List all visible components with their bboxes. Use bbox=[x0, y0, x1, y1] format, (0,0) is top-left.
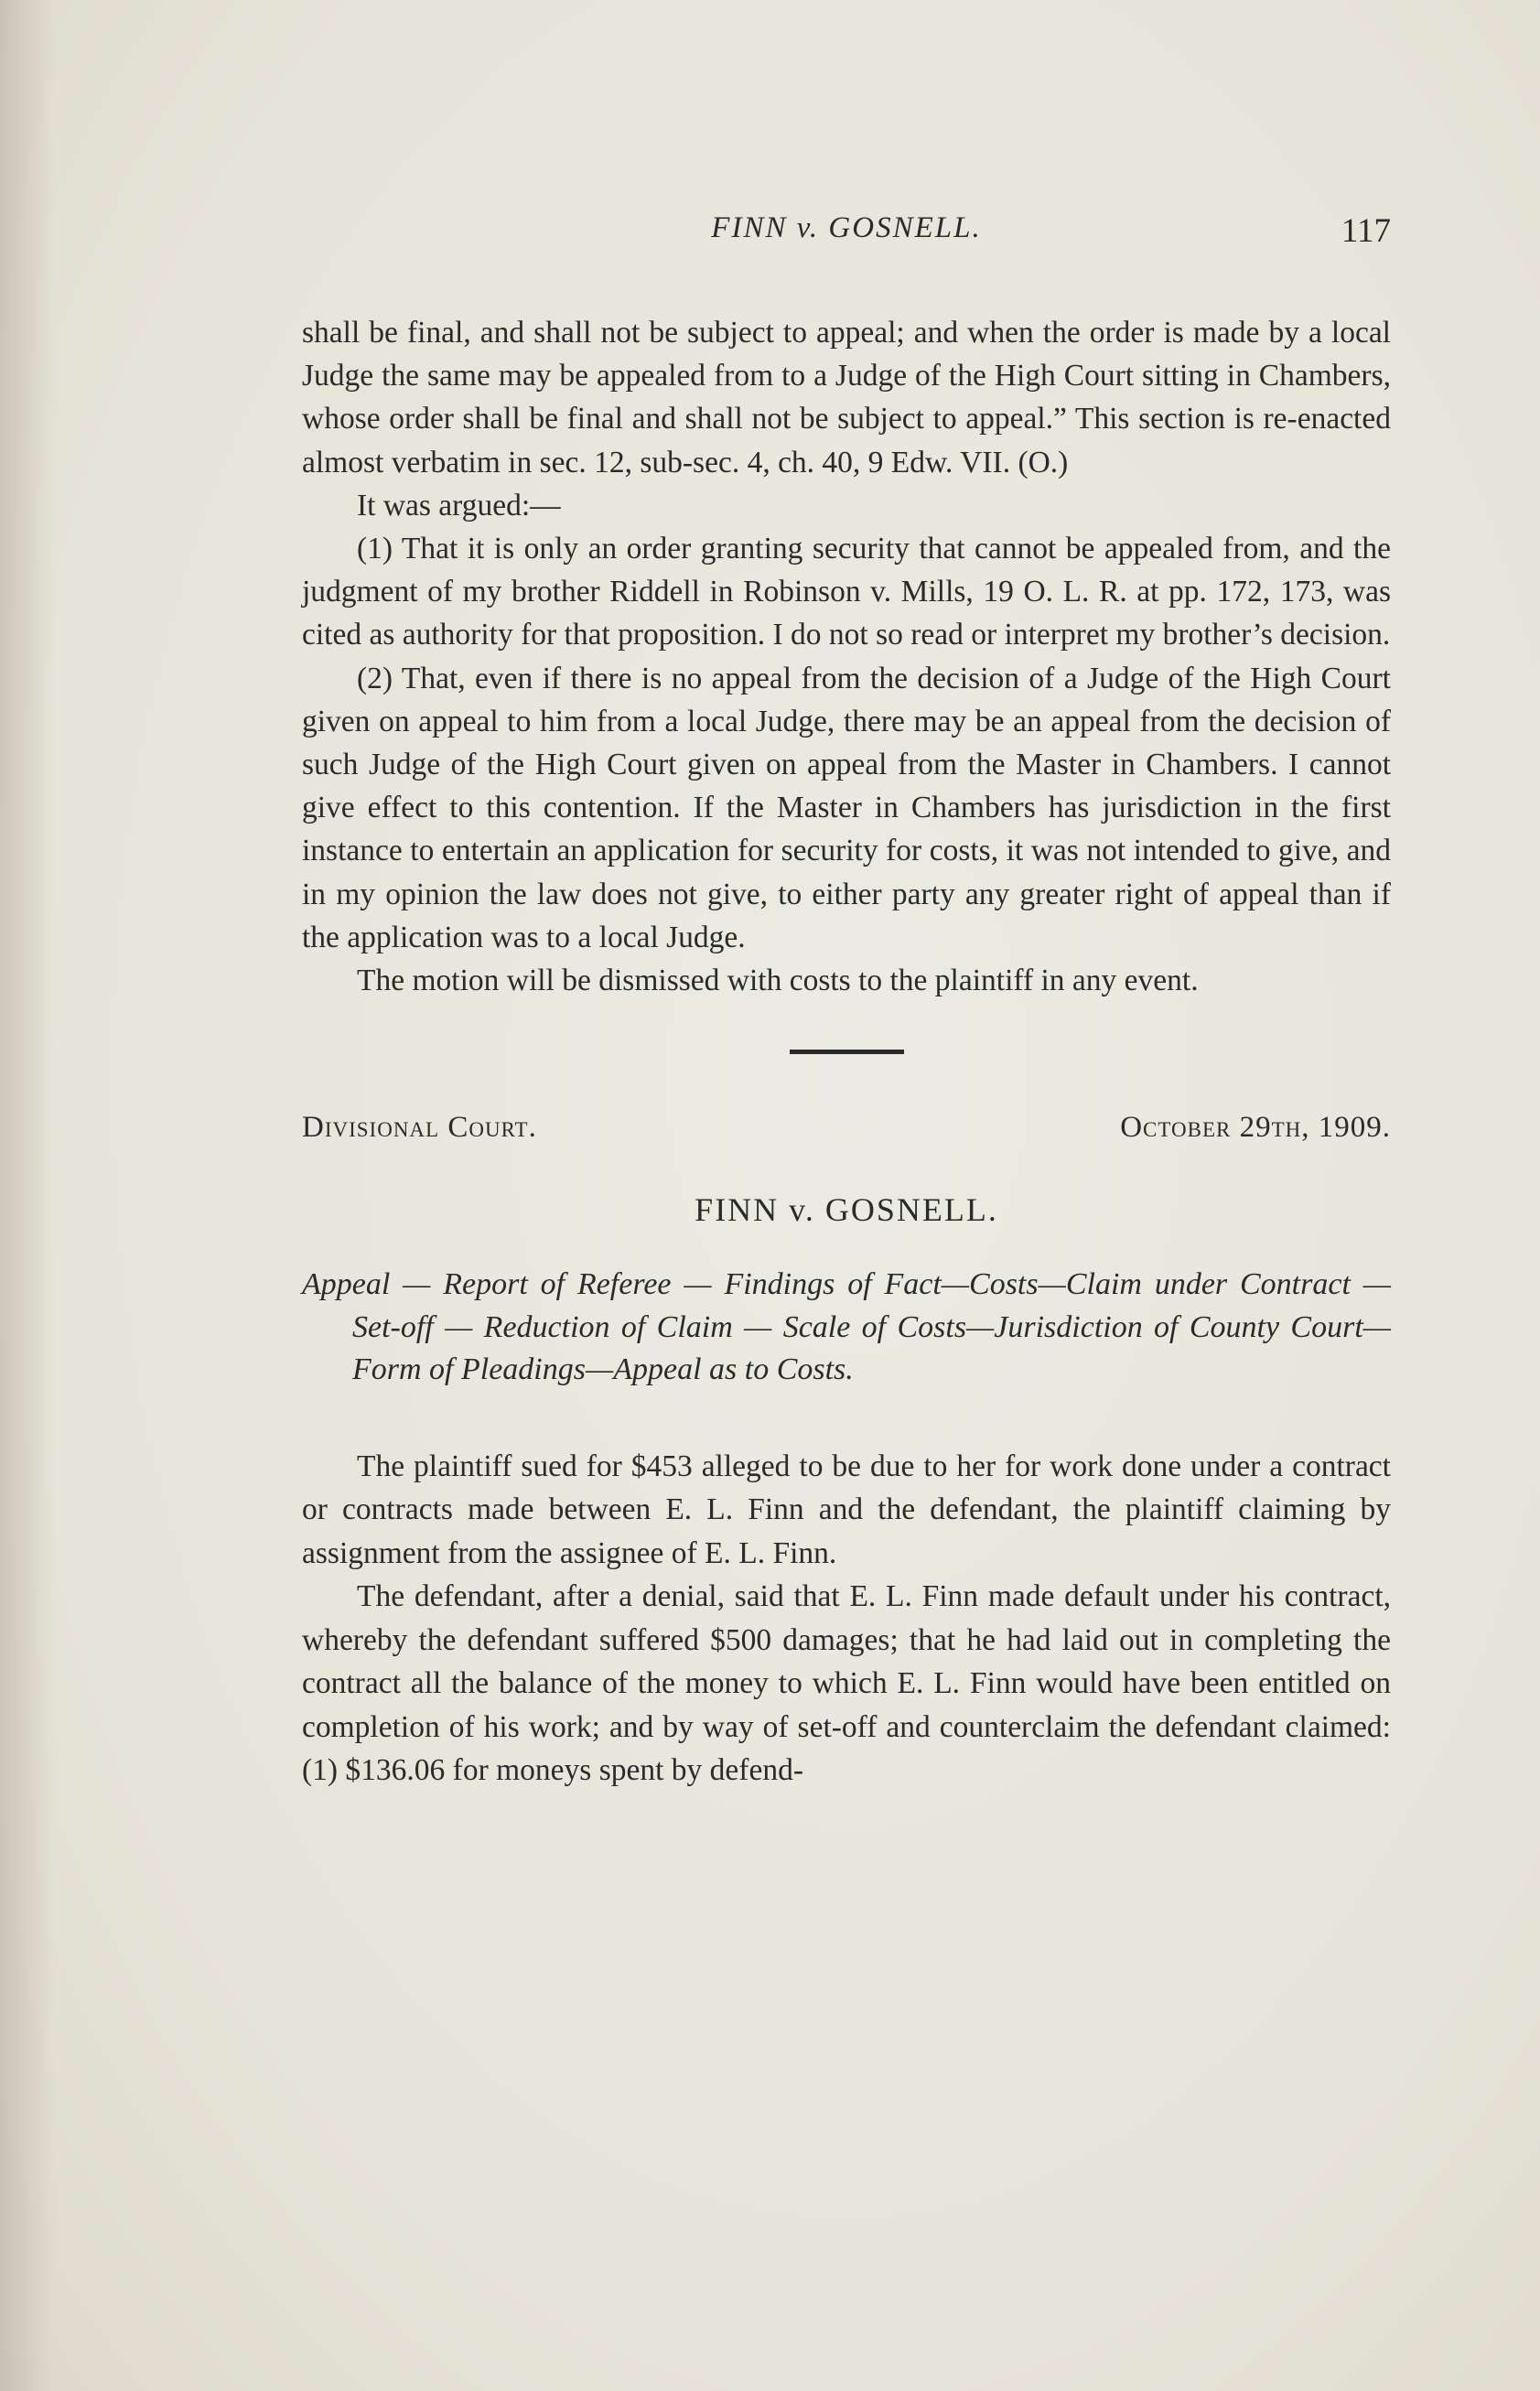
case-text bbox=[302, 1445, 1391, 1793]
gutter-shadow bbox=[0, 0, 55, 2391]
opinion-text bbox=[302, 311, 1391, 1002]
opinion-paragraph: shall be final, and shall not be subject to appeal; and when the order is made by a local Judge the same may be appealed from to a Judge of the High Court sitting in Chambers, whose order shall be final and shall not be subject to appeal.” This section is re-enacted almost verbatim in sec. 12, sub-sec. 4, ch. 40, 9 Edw. VII. (O.) bbox=[302, 316, 1391, 479]
opinion-paragraph: It was argued:— bbox=[357, 488, 561, 522]
running-head bbox=[302, 206, 1391, 261]
section-divider bbox=[790, 1050, 904, 1054]
court-name: Divisional Court. bbox=[302, 1111, 537, 1145]
running-title: FINN v. GOSNELL. bbox=[711, 211, 982, 244]
decision-date: October 29th, 1909. bbox=[1120, 1111, 1391, 1145]
page-number: 117 bbox=[1341, 212, 1391, 250]
case-title: FINN v. GOSNELL. bbox=[695, 1191, 998, 1229]
opinion-paragraph: The motion will be dismissed with costs to the plaintiff in any event. bbox=[357, 964, 1199, 998]
opinion-paragraph: (1) That it is only an order granting security that cannot be appealed from, and the judgment of my brother Riddell in Robinson v. Mills, 19 O. L. R. at pp. 172, 173, was cited as authority for that proposition. I do not so read or interpret my brother’s decision. bbox=[302, 532, 1391, 652]
case-paragraph: The plaintiff sued for $453 alleged to be due to her for work done under a contract or contracts made between E. L. Finn and the defendant, the plaintiff claiming by assignment from the assignee of E. L. Finn. bbox=[302, 1449, 1391, 1570]
opinion-paragraph: (2) That, even if there is no appeal from the decision of a Judge of the High Court given on appeal to him from a local Judge, there may be an appeal from the decision of such Judge of the High Court given on appeal from the Master in Chambers. I cannot give effect to this contention. If the Master in Chambers has jurisdiction in the first instance to entertain an application for security for costs, it was not intended to give, and in my opinion the law does not give, to either party any greater right of appeal than if the application was to a local Judge. bbox=[302, 661, 1391, 954]
text-column bbox=[302, 206, 1391, 1793]
headnote: Appeal — Report of Referee — Findings of Fact—Costs—Claim under Contract — Set-off — Reduction of Claim — Scale of Costs—Jurisdiction of County Court—Form of Pleadings—Appeal as to Costs. bbox=[302, 1267, 1391, 1387]
case-paragraph: The defendant, after a denial, said that E. L. Finn made default under his contract, whereby the defendant suffered $500 damages; that he had laid out in completing the contract all the balance of the money to which E. L. Finn would have been entitled on completion of his work; and by way of set-off and counterclaim the defendant claimed: (1) $136.06 for moneys spent by defend- bbox=[302, 1579, 1391, 1788]
court-date-line bbox=[302, 1111, 1391, 1145]
